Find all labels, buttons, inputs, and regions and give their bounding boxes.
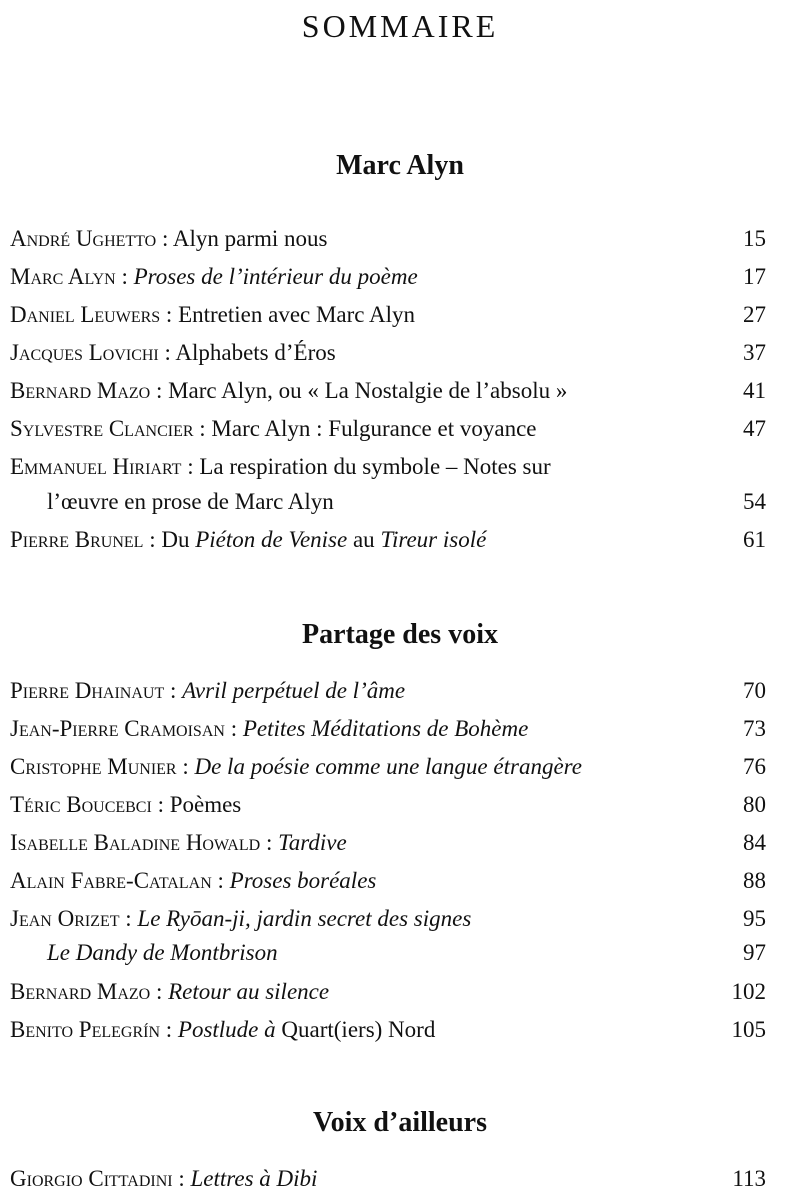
entry-page-number: 88 <box>743 868 766 893</box>
entry-title: Poèmes <box>169 792 242 817</box>
entry-title: au <box>347 527 381 552</box>
entry-page-number: 54 <box>743 489 766 514</box>
entry-author: Giorgio Cittadini <box>10 1166 173 1191</box>
toc-entry <box>10 712 766 746</box>
entry-title: Marc Alyn : Fulgurance et voyance <box>211 416 537 441</box>
toc-entry <box>10 1013 766 1047</box>
entry-title: l’œuvre en prose de Marc Alyn <box>47 489 334 514</box>
entry-author: Téric Boucebci <box>10 792 152 817</box>
entry-page-number: 95 <box>743 906 766 931</box>
entry-title: Quart(iers) Nord <box>275 1017 436 1042</box>
entry-author: Jacques Lovichi <box>10 340 159 365</box>
entry-title: Le Ryōan-ji, jardin secret des signes <box>137 906 472 931</box>
entry-separator: : <box>176 754 195 779</box>
entry-page-number: 105 <box>731 1017 766 1042</box>
entry-page-number: 27 <box>743 302 766 327</box>
entry-separator: : <box>115 264 134 289</box>
entry-page-number: 97 <box>743 940 766 965</box>
toc-entry <box>10 864 766 898</box>
toc-entry <box>10 222 766 256</box>
entry-author: Bernard Mazo <box>10 979 151 1004</box>
entry-title: Postlude à <box>177 1017 276 1042</box>
toc-entry <box>10 450 766 484</box>
entry-author: Emmanuel Hiriart <box>10 454 182 479</box>
entry-title: Entretien avec Marc Alyn <box>178 302 415 327</box>
entry-page-number: 47 <box>743 416 766 441</box>
entry-separator: : <box>181 454 200 479</box>
section-heading: Marc Alyn <box>336 150 464 181</box>
entry-page-number: 80 <box>743 792 766 817</box>
entry-separator: : <box>160 302 179 327</box>
toc-entry <box>10 750 766 784</box>
entry-author: Marc Alyn <box>10 264 116 289</box>
entry-separator: : <box>119 906 138 931</box>
entry-title: La respiration du symbole – Notes sur <box>199 454 551 479</box>
toc-entry <box>10 523 766 557</box>
toc-entry <box>10 975 766 1009</box>
toc-entry <box>47 485 766 519</box>
entry-separator: : <box>143 527 162 552</box>
toc-entry <box>10 374 766 408</box>
toc-entry <box>10 674 766 708</box>
entry-title: Tireur isolé <box>380 527 487 552</box>
toc-entry <box>10 1162 766 1196</box>
entry-separator: : <box>151 792 170 817</box>
entry-author: Sylvestre Clancier <box>10 416 194 441</box>
entry-page-number: 61 <box>743 527 766 552</box>
entry-author: Alain Fabre-Catalan <box>10 868 212 893</box>
entry-author: Isabelle Baladine Howald <box>10 830 261 855</box>
entry-separator: : <box>156 226 173 251</box>
toc-entry <box>10 336 766 370</box>
toc-entry <box>10 902 766 936</box>
entry-title: Alyn parmi nous <box>172 226 328 251</box>
entry-separator: : <box>150 979 169 1004</box>
entry-title: Tardive <box>278 830 347 855</box>
entry-separator: : <box>150 378 169 403</box>
entry-author: André Ughetto <box>10 226 157 251</box>
toc-entry <box>10 788 766 822</box>
entry-title: Lettres à Dibi <box>190 1166 318 1191</box>
toc-entry <box>10 260 766 294</box>
entry-page-number: 41 <box>743 378 766 403</box>
entry-separator: : <box>193 416 212 441</box>
entry-author: Daniel Leuwers <box>10 302 161 327</box>
entry-title: De la poésie comme une langue étrangère <box>194 754 582 779</box>
section-heading: Voix d’ailleurs <box>313 1107 487 1138</box>
entry-page-number: 70 <box>743 678 766 703</box>
entry-title: Petites Méditations de Bohème <box>242 716 529 741</box>
entry-author: Bernard Mazo <box>10 378 151 403</box>
toc-entry <box>10 412 766 446</box>
entry-page-number: 73 <box>743 716 766 741</box>
entry-title: Proses boréales <box>229 868 377 893</box>
entry-title: Avril perpétuel de l’âme <box>182 678 406 703</box>
entry-title: Marc Alyn, ou « La Nostalgie de l’absolu » <box>168 378 568 403</box>
entry-title: Le Dandy de Montbrison <box>47 940 278 965</box>
entry-author: Jean Orizet <box>10 906 120 931</box>
entry-page-number: 37 <box>743 340 766 365</box>
entry-separator: : <box>260 830 279 855</box>
entry-page-number: 15 <box>743 226 766 251</box>
entry-separator: : <box>172 1166 191 1191</box>
entry-author: Cristophe Munier <box>10 754 177 779</box>
toc-entry <box>47 936 766 970</box>
entry-separator: : <box>211 868 230 893</box>
entry-page-number: 76 <box>743 754 766 779</box>
section-heading: Partage des voix <box>302 619 498 650</box>
entry-title: Du <box>161 527 196 552</box>
entry-page-number: 102 <box>731 979 766 1004</box>
entry-page-number: 84 <box>743 830 766 855</box>
entry-title: Piéton de Venise <box>195 527 348 552</box>
entry-title: Alphabets d’Éros <box>175 340 336 365</box>
toc-entry <box>10 826 766 860</box>
entry-title: Proses de l’intérieur du poème <box>133 264 418 289</box>
entry-page-number: 17 <box>743 264 766 289</box>
entry-separator: : <box>224 716 243 741</box>
entry-separator: : <box>164 678 183 703</box>
entry-title: Retour au silence <box>168 979 330 1004</box>
entry-separator: : <box>158 340 176 365</box>
entry-author: Pierre Dhainaut <box>10 678 165 703</box>
entry-author: Jean-Pierre Cramoisan <box>10 716 225 741</box>
entry-author: Benito Pelegrín <box>10 1017 161 1042</box>
entry-separator: : <box>160 1017 178 1042</box>
entry-author: Pierre Brunel <box>10 527 144 552</box>
page-title: SOMMAIRE <box>301 8 499 44</box>
entry-page-number: 113 <box>732 1166 766 1191</box>
toc-entry <box>10 298 766 332</box>
